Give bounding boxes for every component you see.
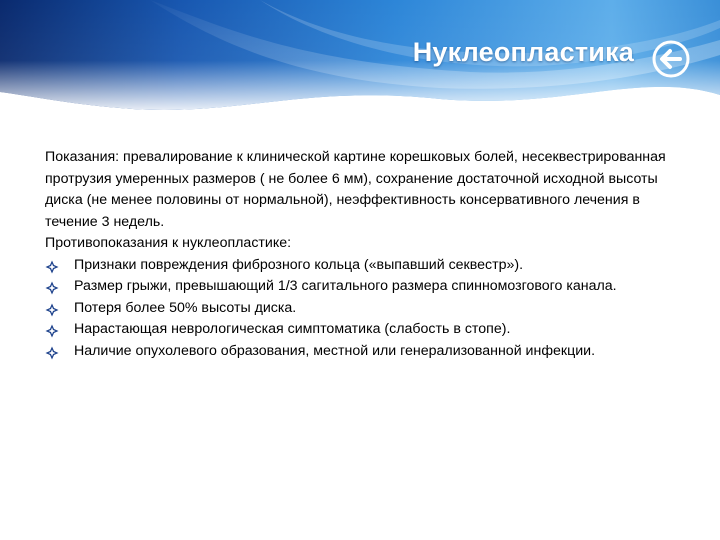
slide-title: Нуклеопластика	[412, 37, 634, 67]
list-item	[45, 276, 695, 298]
slide-header	[0, 0, 720, 120]
list-item-text: Нарастающая неврологическая симптоматика (слабость в стопе).	[74, 321, 511, 337]
list-item-text: Потеря более 50% высоты диска.	[74, 299, 297, 316]
contraindications-list	[45, 255, 695, 363]
back-arrow-circle-icon	[651, 39, 691, 79]
contraindications-heading: Противопоказания к нуклеопластике:	[45, 235, 292, 251]
list-item	[45, 298, 695, 320]
diamond-bullet-icon	[45, 260, 59, 274]
list-item	[45, 255, 695, 277]
list-item	[45, 319, 695, 341]
back-button[interactable]	[651, 39, 691, 79]
diamond-bullet-icon	[45, 303, 59, 317]
list-item-text: Признаки повреждения фиброзного кольца («выпавший секвестр»).	[74, 256, 524, 273]
diamond-bullet-icon	[45, 324, 59, 338]
list-item	[45, 341, 695, 363]
slide-body	[45, 147, 695, 362]
list-item-text: Наличие опухолевого образования, местной или генерализованной инфекции.	[74, 342, 596, 359]
diamond-bullet-icon	[45, 346, 59, 360]
indications-text: Показания: превалирование к клинической картине корешковых болей, несеквестрированная протрузия умеренных размеров ( не более 6 мм), сохранение достаточной исходной высоты диска (не менее половины от нормальной), неэффективность консервативного лечения в течение 3 недель.	[45, 149, 666, 230]
list-item-text: Размер грыжи, превышающий 1/3 сагитального размера спинномозгового канала.	[74, 278, 617, 294]
diamond-bullet-icon	[45, 281, 59, 295]
